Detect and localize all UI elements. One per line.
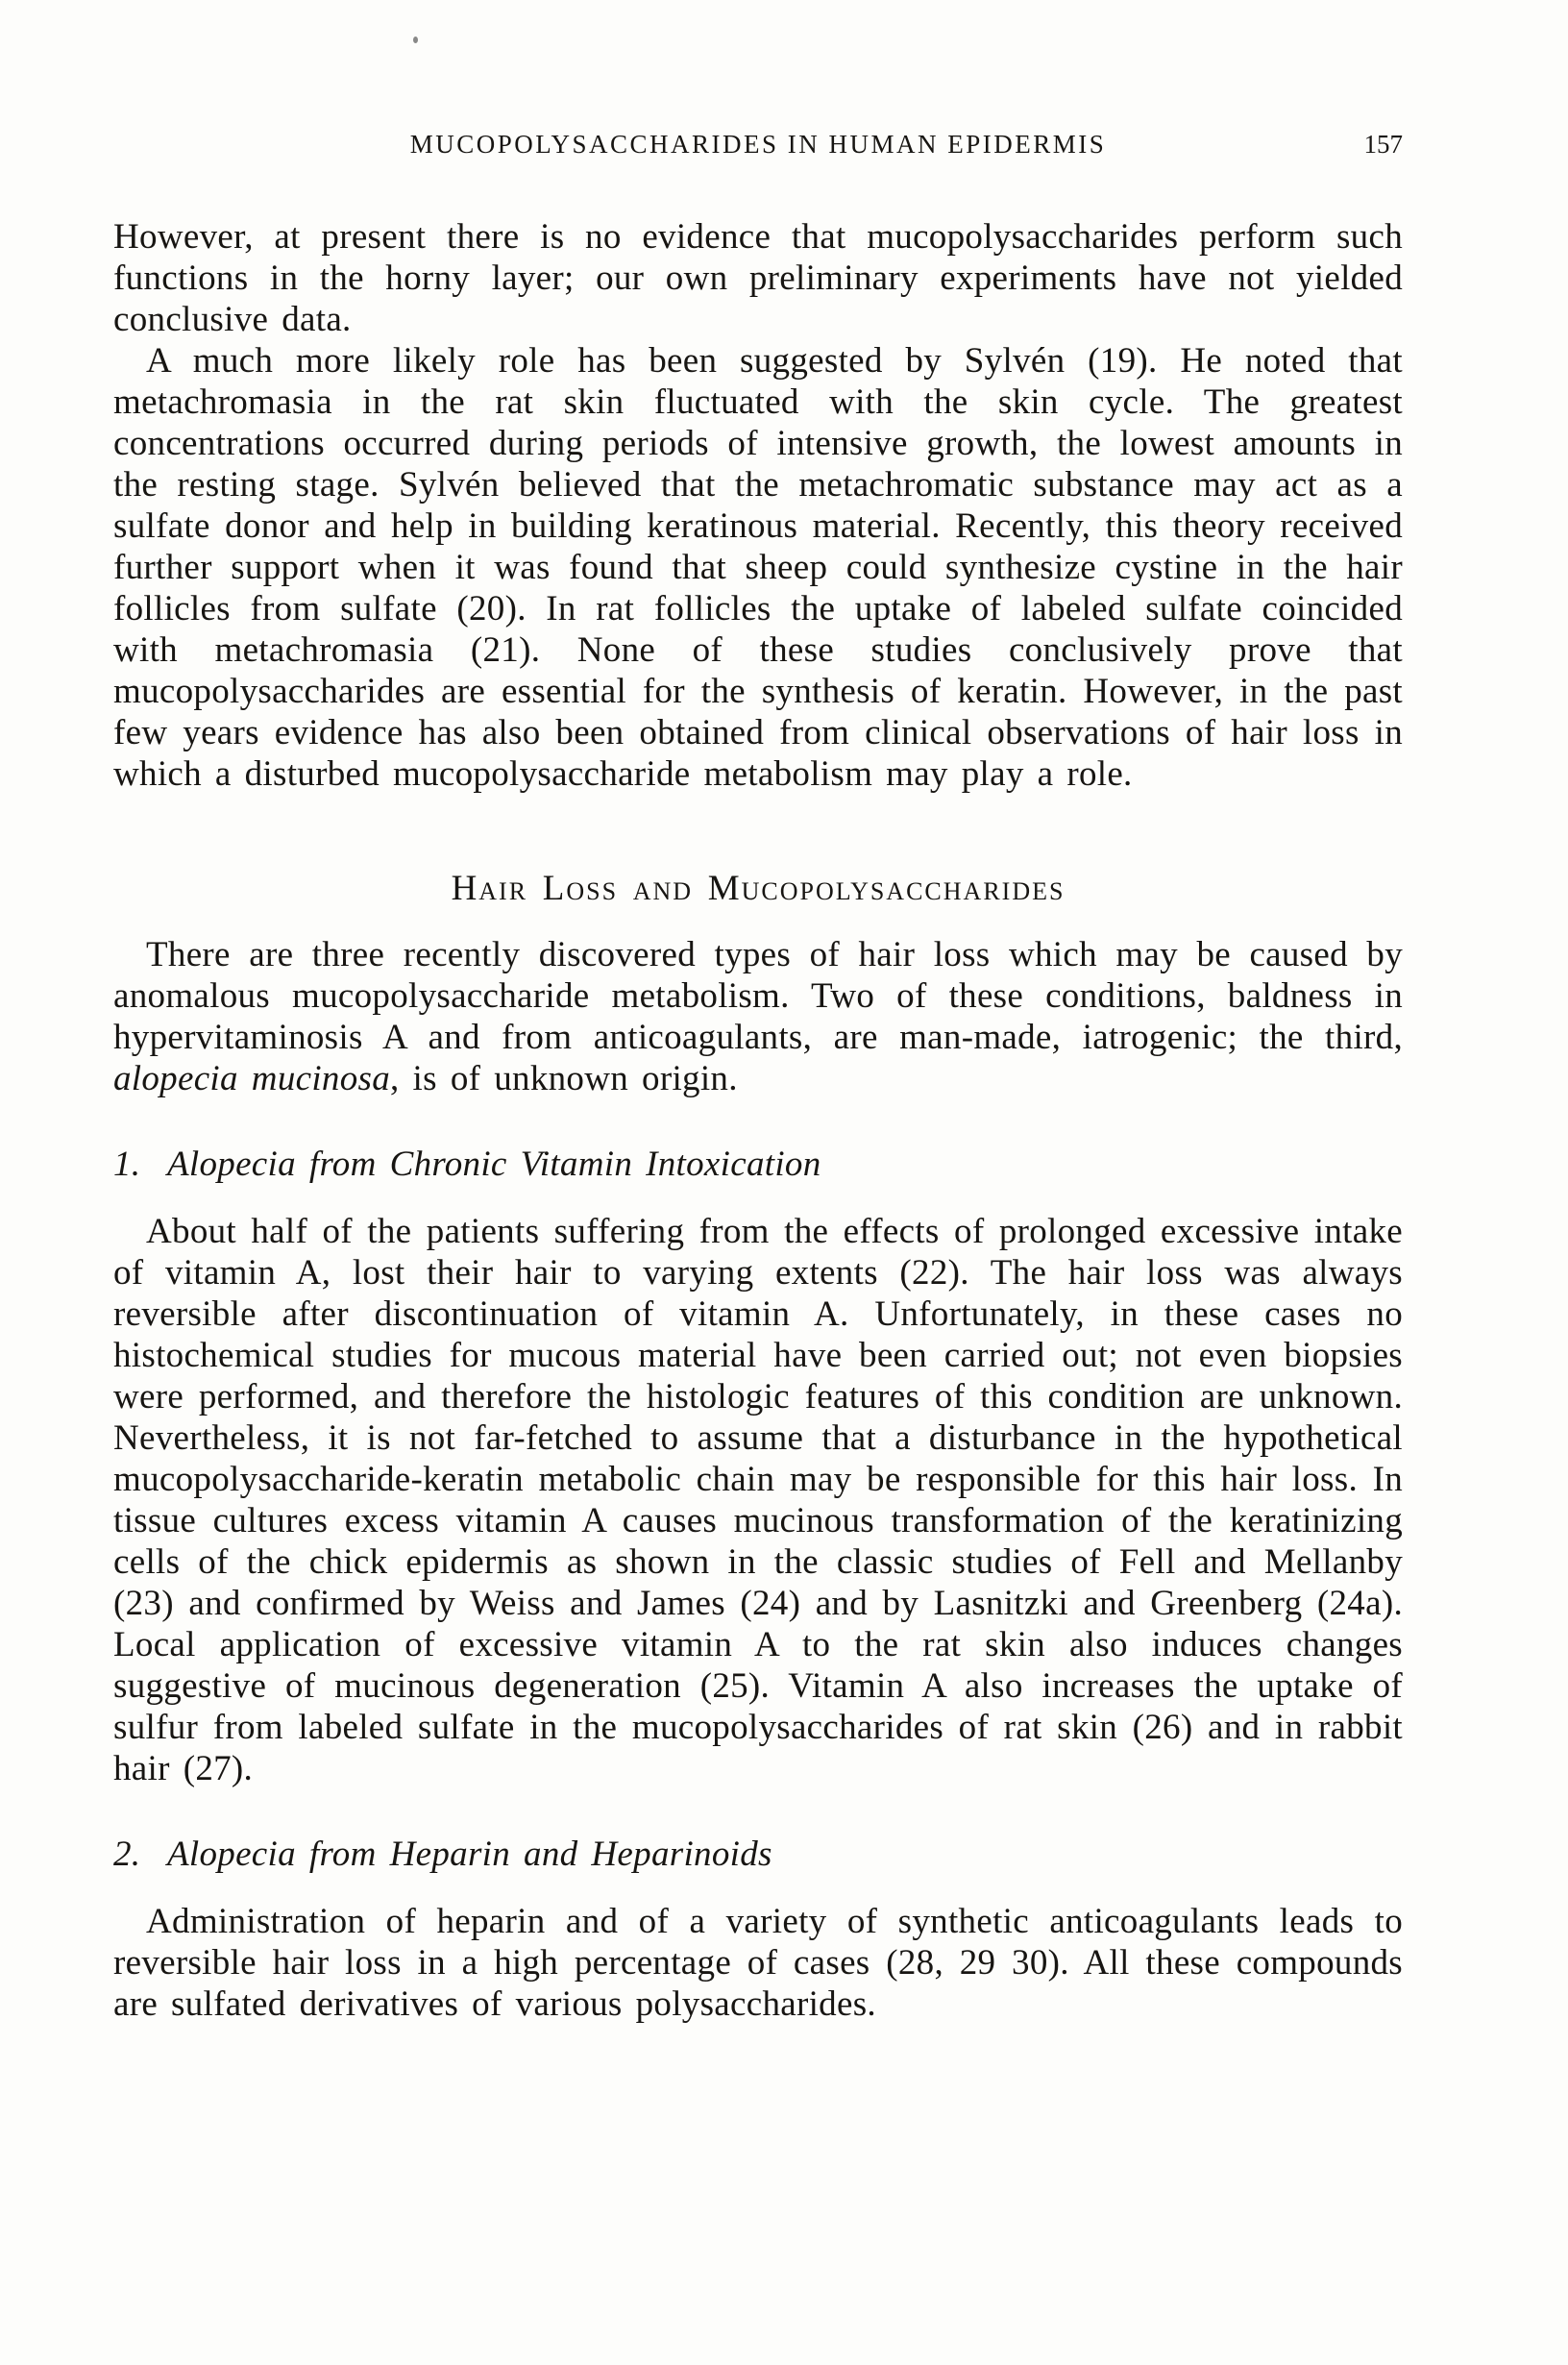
subsection-2-number: 2.: [113, 1835, 141, 1874]
page-number: 157: [1363, 130, 1403, 159]
running-header: [113, 130, 1403, 166]
subsection-2-title: Alopecia from Heparin and Heparinoids: [167, 1835, 772, 1874]
subsection-heading-1: [113, 1144, 1403, 1185]
subsection-1-number: 1.: [113, 1145, 141, 1184]
subsection-1-title: Alopecia from Chronic Vitamin Intoxication: [167, 1145, 821, 1184]
section-heading-hair-loss: Hair Loss and Mucopolysaccharides: [451, 869, 1066, 908]
paragraph-continuation: However, at present there is no evidence that mucopolysaccharides perform such functions in the horny layer; our own preliminary experiments have not yielded conclusive data.: [113, 217, 1403, 339]
page-body: [113, 216, 1403, 2025]
paragraph-three-types: [113, 934, 1403, 1099]
italic-phrase-alopecia-mucinosa: alopecia mucinosa: [113, 1059, 391, 1098]
running-head-title: MUCOPOLYSACCHARIDES IN HUMAN EPIDERMIS: [409, 130, 1107, 159]
paragraph-three-types-start: There are three recently discovered types of hair loss which may be caused by anomalous mucopolysaccharide metabolism. Two of these conditions, baldness in hypervitaminosis A and from anticoagulants, are man-made, iatrogenic; the third,: [113, 935, 1403, 1057]
paragraph-vitamin-a: About half of the patients suffering from the effects of prolonged excessive intake of vitamin A, lost their hair to varying extents (22). The hair loss was always reversible after discontinuation of vitamin A. Unfortunately, in these cases no histochemical studies for mucous material have been carried out; not even biopsies were performed, and therefore the histologic features of this condition are unknown. Nevertheless, it is not far-fetched to assume that a disturbance in the hypothetical mucopolysaccharide-keratin metabolic chain may be responsible for this hair loss. In tissue cultures excess vitamin A causes mucinous transformation of the keratinizing cells of the chick epidermis as shown in the classic studies of Fell and Mellanby (23) and confirmed by Weiss and James (24) and by Lasnitzki and Greenberg (24a). Local application of excessive vitamin A to the rat skin also induces changes suggestive of mucinous degeneration (25). Vitamin A also increases the uptake of sulfur from labeled sulfate in the mucopolysaccharides of rat skin (26) and in rabbit hair (27).: [113, 1212, 1403, 1788]
subsection-heading-2: [113, 1834, 1403, 1875]
scan-speck: [413, 37, 418, 43]
paragraph-heparin: Administration of heparin and of a variety of synthetic anticoagulants leads to reversible hair loss in a high percentage of cases (28, 29 30). All these compounds are sulfated derivatives of various polysaccharides.: [113, 1902, 1403, 2024]
paragraph-sylven: A much more likely role has been suggested by Sylvén (19). He noted that metachromasia in the rat skin fluctuated with the skin cycle. The greatest concentrations occurred during periods of intensive growth, the lowest amounts in the resting stage. Sylvén believed that the metachromatic substance may act as a sulfate donor and help in building keratinous material. Recently, this theory received further support when it was found that sheep could synthesize cystine in the hair follicles from sulfate (20). In rat follicles the uptake of labeled sulfate coincided with metachromasia (21). None of these studies conclusively prove that mucopolysaccharides are essential for the synthesis of keratin. However, in the past few years evidence has also been obtained from clinical observations of hair loss in which a disturbed mucopolysaccharide metabolism may play a role.: [113, 341, 1403, 794]
paragraph-three-types-end: , is of unknown origin.: [390, 1059, 738, 1098]
